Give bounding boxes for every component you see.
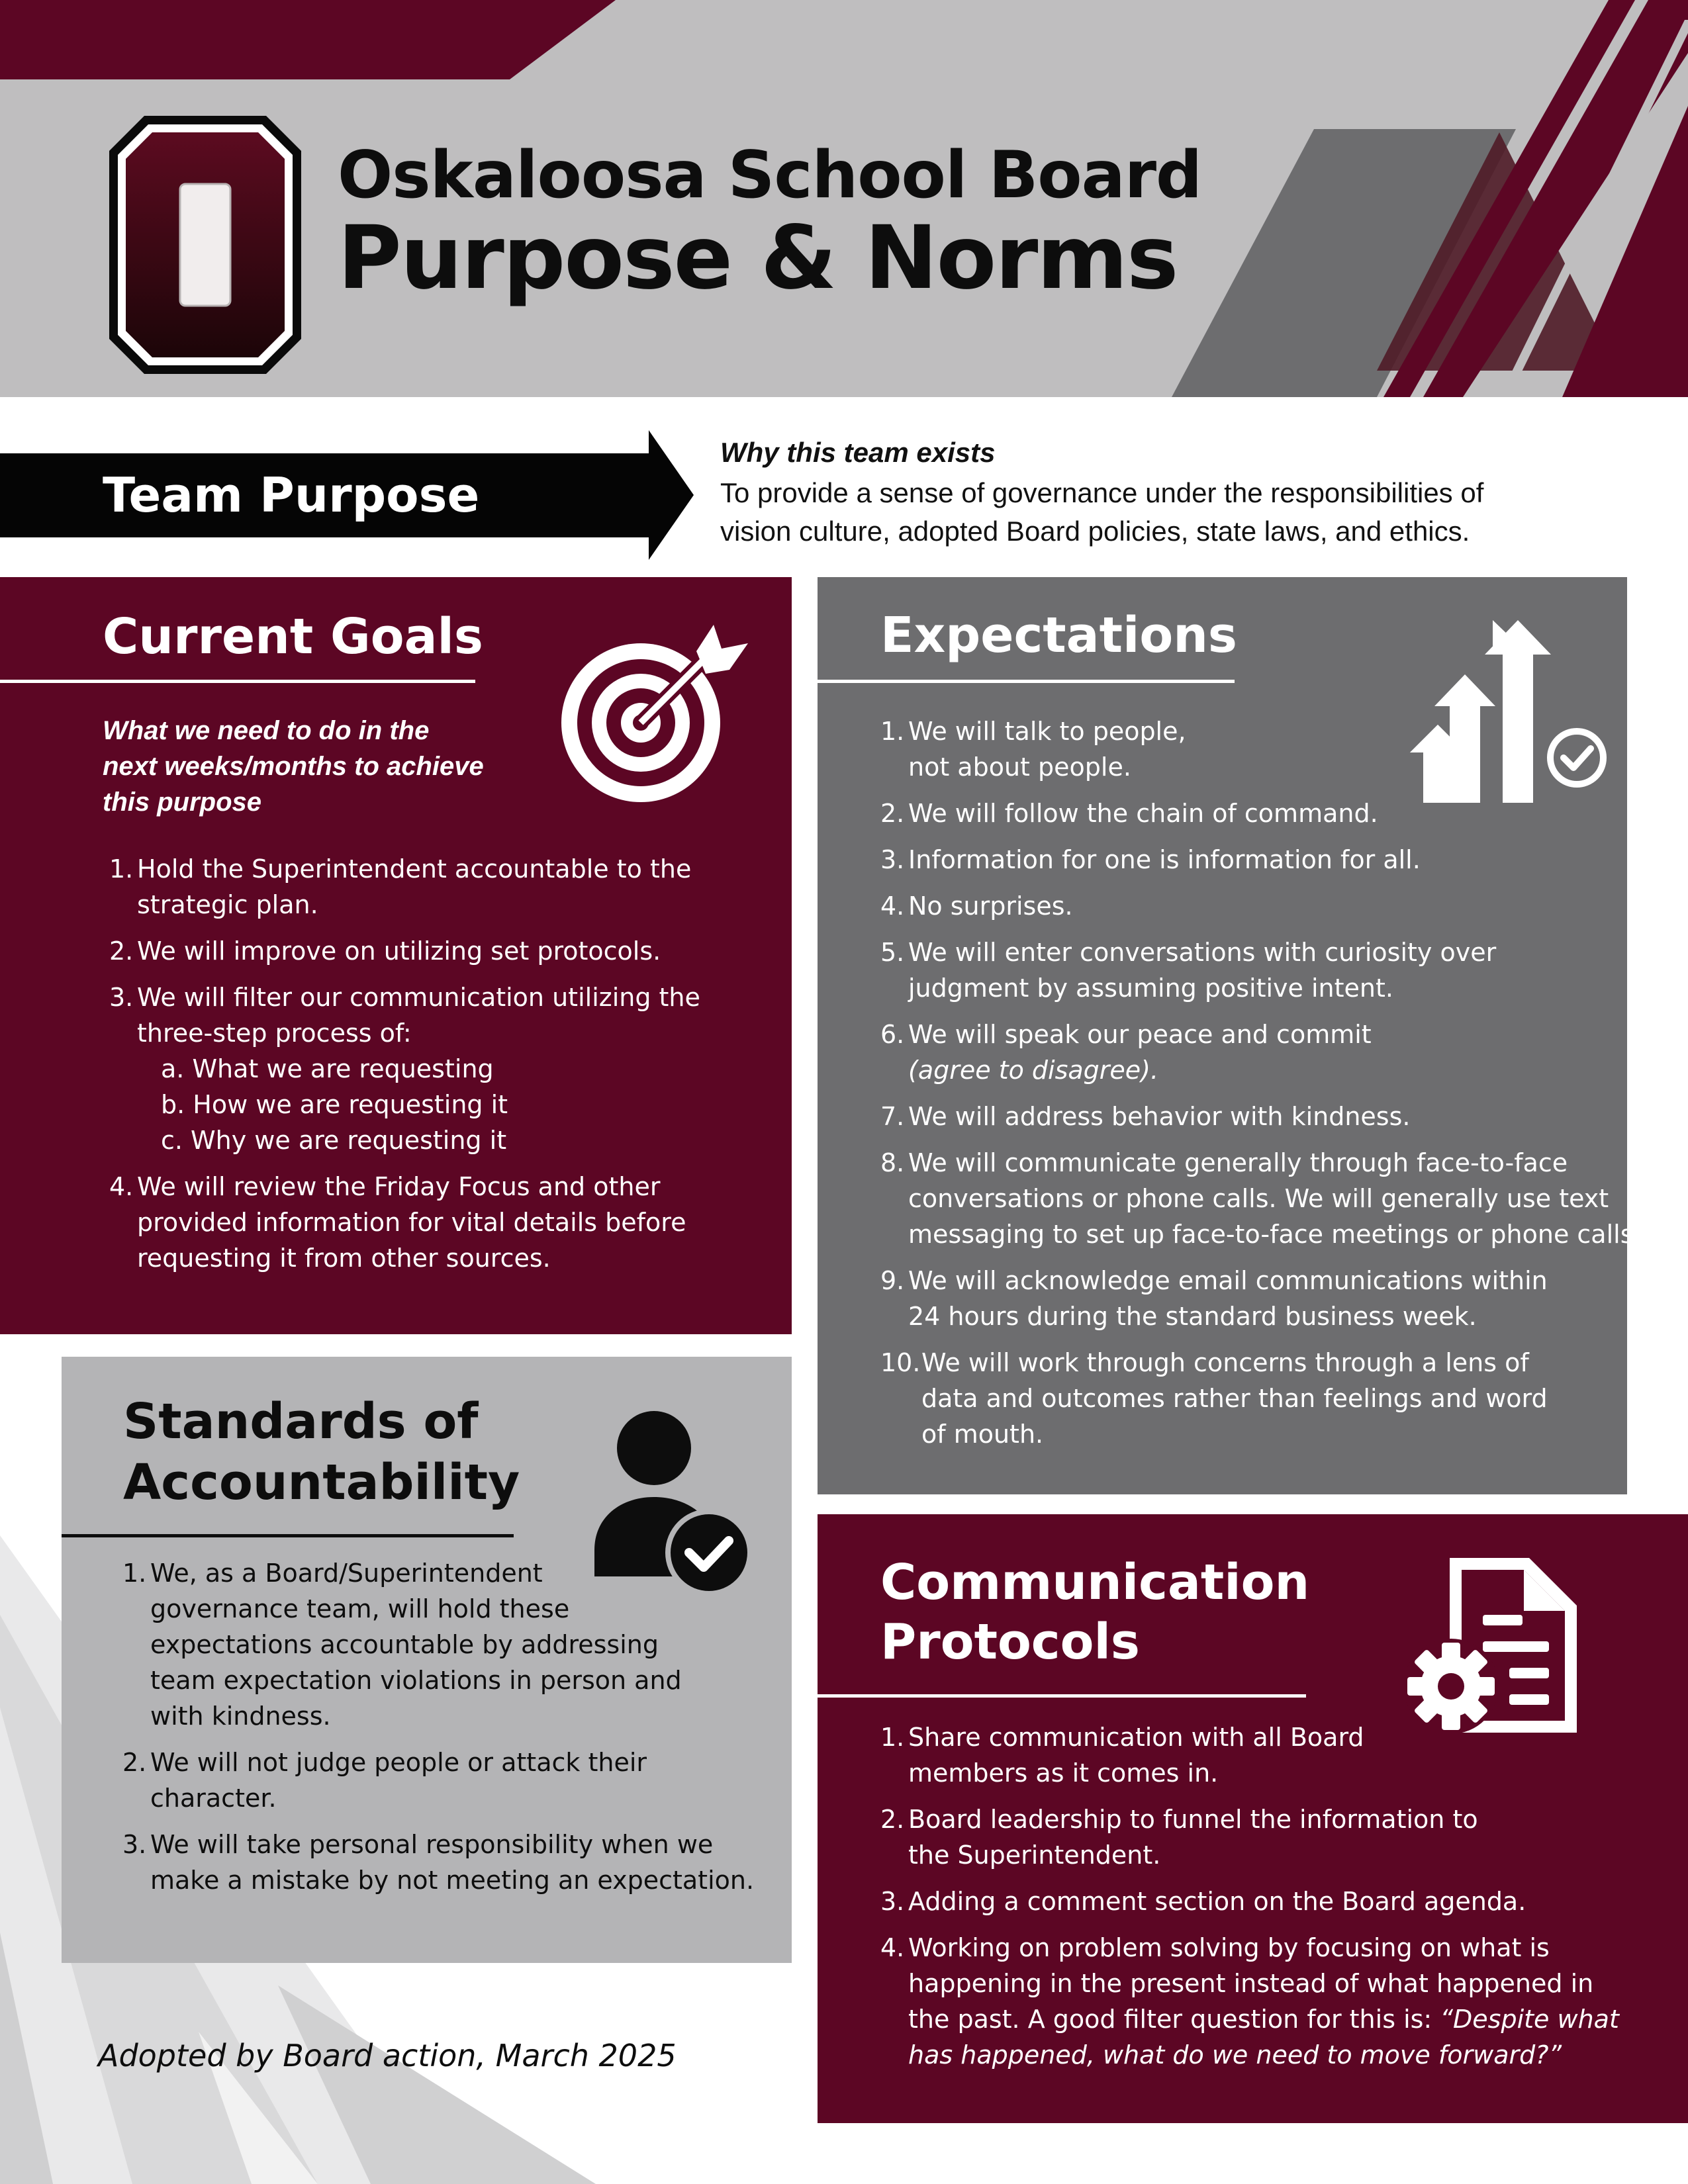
goals-subtitle-line1: What we need to do in the [103, 716, 430, 745]
goals-list [109, 851, 771, 1287]
communication-panel [818, 1514, 1688, 2123]
communication-title-line1: Communication [880, 1554, 1310, 1611]
current-goals-panel [0, 577, 792, 1334]
communication-title [880, 1553, 1309, 1672]
accountability-list [122, 1555, 784, 1909]
current-goals-title: Current Goals [103, 608, 483, 665]
header-banner [0, 0, 1688, 397]
list-item: 4. No surprises. [880, 891, 1073, 921]
goals-subtitle [103, 713, 484, 820]
list-item: 2. We will improve on utilizing set protocols. [109, 936, 661, 966]
list-item: 3. We will take personal responsibility when we make a mistake by not meeting an expectation. [122, 1830, 755, 1895]
accountability-title [123, 1391, 520, 1513]
expectations-panel [818, 577, 1642, 1494]
target-icon [556, 615, 755, 807]
list-item: 6. We will speak our peace and commit (agree to disagree). [880, 1020, 1372, 1085]
list-item: 4. We will review the Friday Focus and other provided information for vital details before requesting it from other sources. [109, 1172, 686, 1273]
list-item: 2. We will not judge people or attack their character. [122, 1748, 647, 1813]
list-item: 10. We will work through concerns through a lens of data and outcomes rather than feelings and word of mouth. [880, 1348, 1548, 1449]
communication-title-line2: Protocols [880, 1614, 1140, 1670]
list-item: 8. We will communicate generally through face-to-face conversations or phone calls. We will generally use text messaging to set up face-to-face meetings or phone calls. [880, 1148, 1642, 1249]
expectations-title: Expectations [880, 607, 1237, 664]
communication-rule [818, 1694, 1306, 1698]
list-item: 1. We will talk to people, not about people. [880, 717, 1186, 782]
oskaloosa-o-logo [106, 113, 305, 377]
sub-list-item: c. Why we are requesting it [161, 1126, 507, 1155]
communication-list [880, 1719, 1675, 2083]
sub-list-item: a. What we are requesting [161, 1054, 494, 1083]
header-title-line1: Oskaloosa School Board [338, 138, 1202, 213]
why-text-line1: To provide a sense of governance under the responsibilities of [720, 477, 1484, 508]
list-item: 1. Share communication with all Board members as it comes in. [880, 1723, 1364, 1788]
list-item: 2. Board leadership to funnel the information to the Superintendent. [880, 1805, 1478, 1870]
adopted-note: Adopted by Board action, March 2025 [98, 2038, 677, 2073]
expectations-rule [818, 680, 1235, 683]
goals-subtitle-line3: this purpose [103, 788, 262, 817]
list-item: 3. We will filter our communication utilizing the three-step process of: a. What we are requesting b. How we are requesting it c. Why we are requesting it [109, 979, 771, 1158]
goals-sub-list [137, 1051, 771, 1158]
header-title-line2: Purpose & Norms [338, 207, 1178, 309]
list-item: 1. Hold the Superintendent accountable to the strategic plan. [109, 854, 692, 919]
list-item: 7. We will address behavior with kindness. [880, 1102, 1411, 1131]
current-goals-rule [0, 680, 475, 683]
list-item: 2. We will follow the chain of command. [880, 799, 1378, 828]
list-item: 1. We, as a Board/Superintendent governance team, will hold these expectations accountable by addressing team expectation violations in person and with kindness. [122, 1559, 682, 1731]
list-item: 3. Information for one is information for all. [880, 845, 1421, 874]
why-heading: Why this team exists [720, 437, 996, 468]
list-item: 5. We will enter conversations with curiosity over judgment by assuming positive intent. [880, 938, 1497, 1003]
sub-list-item: b. How we are requesting it [161, 1090, 508, 1119]
accountability-rule [62, 1534, 514, 1537]
list-item: 4. Working on problem solving by focusing on what is happening in the present instead of what happened in the past. A good filter question for this is: “Despite what has happened, what do we need to move forward?” [880, 1933, 1619, 2070]
why-text-line2: vision culture, adopted Board policies, state laws, and ethics. [720, 516, 1470, 547]
expectations-list [880, 713, 1642, 1463]
goals-subtitle-line2: next weeks/months to achieve [103, 752, 484, 781]
list-item: 9. We will acknowledge email communications within 24 hours during the standard business week. [880, 1266, 1548, 1331]
document-gear-icon [1397, 1554, 1595, 1746]
accountability-panel [62, 1357, 792, 1963]
list-item: 3. Adding a comment section on the Board agenda. [880, 1887, 1526, 1916]
team-purpose-label: Team Purpose [103, 467, 480, 523]
accountability-title-line2: Accountability [123, 1454, 520, 1511]
accountability-title-line1: Standards of [123, 1393, 479, 1450]
